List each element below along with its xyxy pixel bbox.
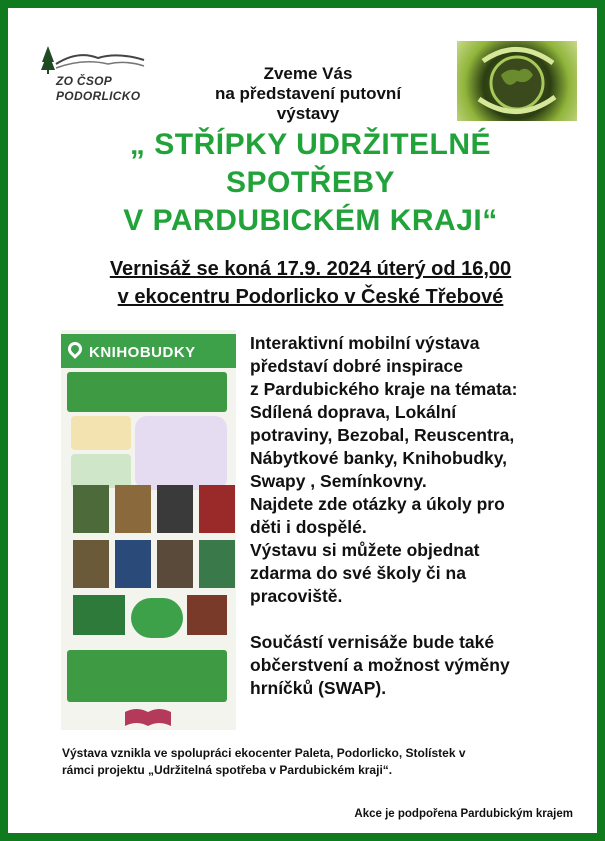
panel-note bbox=[71, 416, 131, 450]
panel-title: KNIHOBUDKY bbox=[89, 344, 196, 361]
organizer-name-line2: PODORLICKO bbox=[56, 89, 141, 103]
exhibition-description bbox=[250, 332, 570, 700]
intro-line3: výstavy bbox=[276, 104, 340, 123]
intro-line1: Zveme Vás bbox=[263, 64, 353, 83]
title-line3: V PARDUBICKÉM KRAJI“ bbox=[123, 204, 498, 237]
paragraph1-line: Swapy , Semínkovny. bbox=[250, 471, 427, 491]
organizer-name bbox=[56, 74, 140, 104]
panel-intro-box bbox=[67, 372, 227, 412]
organizer-logo bbox=[38, 44, 148, 106]
sponsor-note: Akce je podpořena Pardubickým krajem bbox=[354, 808, 573, 820]
panel-bubble bbox=[131, 598, 183, 638]
book-icon bbox=[123, 706, 173, 728]
title-line2: SPOTŘEBY bbox=[225, 166, 396, 199]
earth-recycle-image bbox=[457, 41, 577, 121]
book-booth-photo bbox=[187, 595, 227, 635]
paragraph1-line: Výstavu si můžete objednat bbox=[250, 540, 480, 560]
book-booth-photo bbox=[115, 485, 151, 533]
book-booth-photo bbox=[157, 540, 193, 588]
book-booth-photo bbox=[73, 540, 109, 588]
paragraph1-line: z Pardubického kraje na témata: bbox=[250, 379, 518, 399]
paragraph2-line: Součástí vernisáže bude také bbox=[250, 632, 495, 652]
book-booth-photo bbox=[199, 540, 235, 588]
paragraph1-line: Interaktivní mobilní výstava bbox=[250, 333, 480, 353]
globe-icon bbox=[457, 41, 577, 121]
location-pin-icon bbox=[65, 339, 85, 359]
exhibition-title bbox=[48, 126, 573, 240]
cooperation-note bbox=[62, 745, 562, 779]
cooperation-line2: rámci projektu „Udržitelná spotřeba v Pardubickém kraji“. bbox=[62, 763, 393, 777]
panel-note bbox=[71, 454, 131, 488]
book-booth-photo bbox=[73, 485, 109, 533]
event-details bbox=[48, 255, 573, 311]
paragraph1-line: představí dobré inspirace bbox=[250, 356, 463, 376]
paragraph-gap bbox=[250, 608, 570, 631]
paragraph2-line: hrníčků (SWAP). bbox=[250, 678, 387, 698]
paragraph1-line: potraviny, Bezobal, Reuscentra, bbox=[250, 425, 515, 445]
description-paragraph2 bbox=[250, 631, 570, 700]
paragraph1-line: zdarma do své školy či na bbox=[250, 563, 466, 583]
panel-header bbox=[61, 334, 236, 368]
book-booth-photo bbox=[115, 540, 151, 588]
paragraph1-line: Najdete zde otázky a úkoly pro bbox=[250, 494, 505, 514]
mountain-tree-icon bbox=[38, 44, 148, 74]
paragraph2-line: občerstvení a možnost výměny bbox=[250, 655, 510, 675]
book-booth-photo bbox=[73, 595, 125, 635]
intro-line2: na představení putovní bbox=[214, 84, 402, 103]
exhibition-panel-image bbox=[61, 330, 236, 730]
paragraph1-line: děti i dospělé. bbox=[250, 517, 367, 537]
book-booth-photo bbox=[157, 485, 193, 533]
organizer-name-line1: ZO ČSOP bbox=[56, 74, 113, 88]
event-line2: v ekocentru Podorlicko v České Třebové bbox=[117, 286, 504, 308]
invitation-intro bbox=[158, 64, 458, 124]
book-booth-photo bbox=[199, 485, 235, 533]
paragraph1-line: pracoviště. bbox=[250, 586, 343, 606]
paragraph1-line: Sdílená doprava, Lokální bbox=[250, 402, 457, 422]
panel-question-bubble bbox=[135, 416, 227, 490]
paragraph1-line: Nábytkové banky, Knihobudky, bbox=[250, 448, 508, 468]
title-line1: „ STŘÍPKY UDRŽITELNÉ bbox=[129, 128, 492, 161]
description-paragraph1 bbox=[250, 332, 570, 608]
cooperation-line1: Výstava vznikla ve spolupráci ekocenter Paleta, Podorlicko, Stolístek v bbox=[62, 746, 466, 760]
event-line1: Vernisáž se koná 17.9. 2024 úterý od 16,00 bbox=[109, 258, 512, 280]
panel-task-box bbox=[67, 650, 227, 702]
